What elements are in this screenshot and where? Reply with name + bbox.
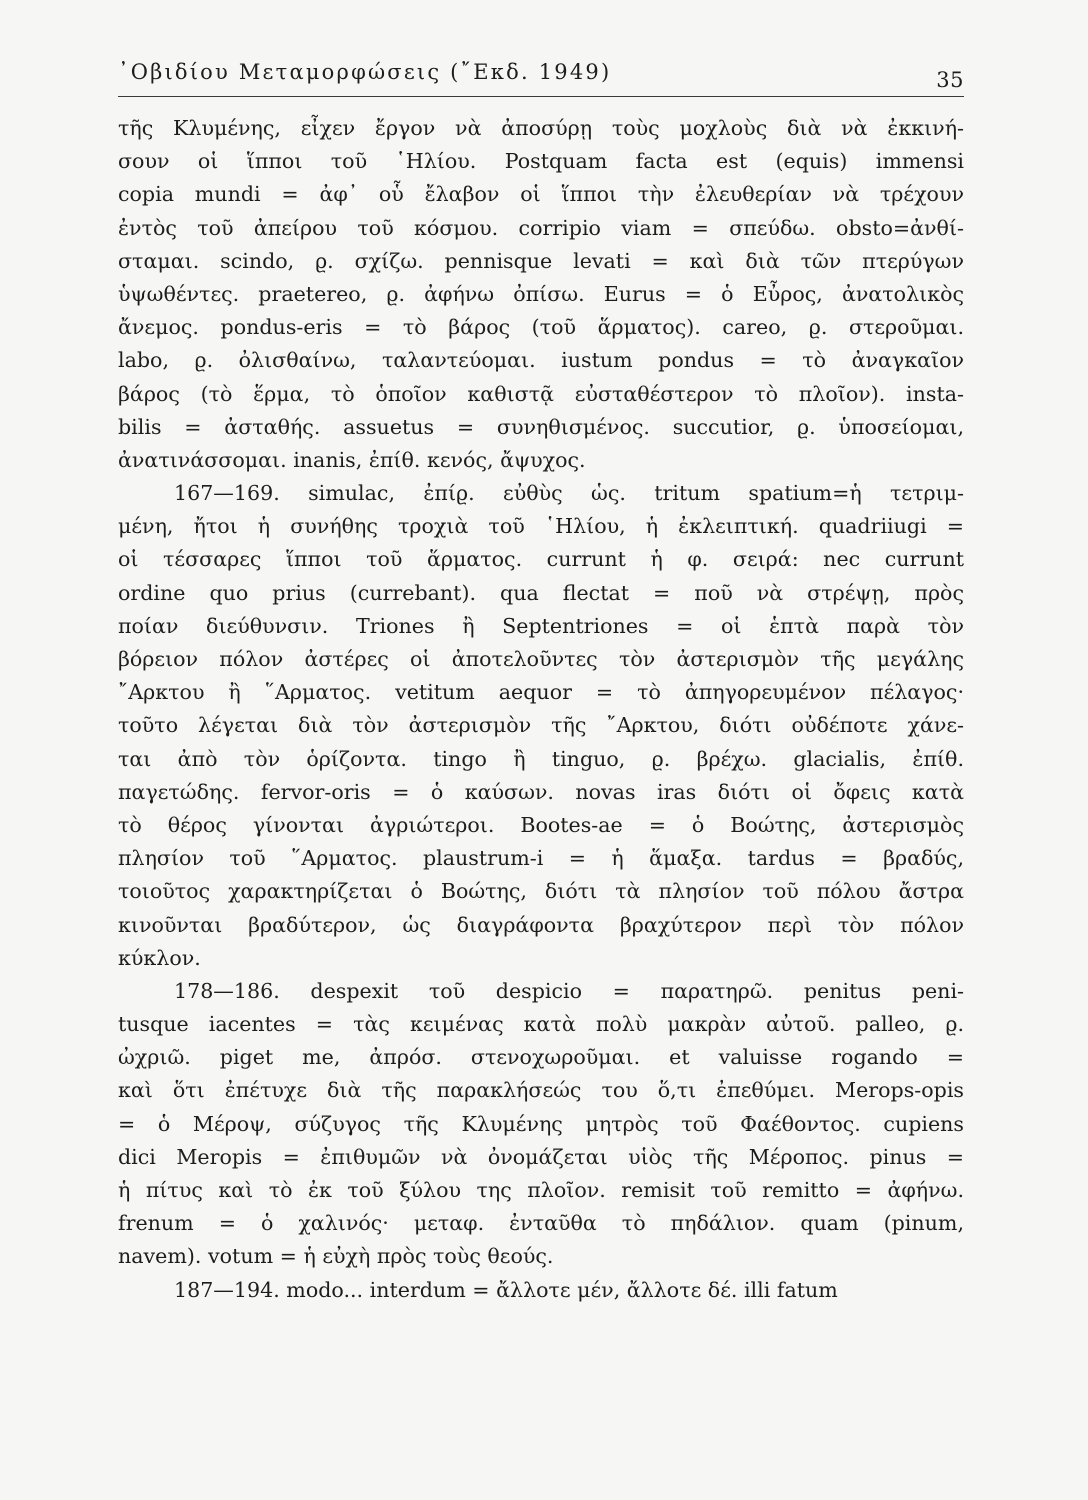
text-line: τοιοῦτος χαρακτηρίζεται ὁ Βοώτης, διότι τὰ πλησίον τοῦ πόλου ἄστρα [118,879,964,904]
text-line: τῆς Κλυμένης, εἶχεν ἔργον νὰ ἀποσύρῃ τοὺς μοχλοὺς διὰ νὰ ἐκκινή- [118,116,964,140]
text-line: πλησίον τοῦ ῞Αρματος. plaustrum-i = ἡ ἅμαξα. tardus = βραδύς, [118,846,964,871]
text-line: ὑψωθέντες. praetereo, ϱ. ἀφήνω ὀπίσω. Eurus = ὁ Εὖρος, ἀνατολικὸς [118,281,964,306]
text-line: 167—169. simulac, ἐπίϱ. εὐθὺς ὡς. tritum spatium=ἡ τετριμ- [174,481,964,506]
text-line: labo, ϱ. ὀλισθαίνω, ταλαντεύομαι. iustum pondus = τὸ ἀναγκαῖον [118,348,964,373]
text-line: tusque iacentes = τὰς κειμένας κατὰ πολὺ μακρὰν αὐτοῦ. palleo, ϱ. [118,1012,964,1037]
text-line: ὠχριῶ. piget me, ἀπρόσ. στενοχωροῦμαι. et valuisse rogando = [118,1045,964,1070]
text-line: οἱ τέσσαρες ἵπποι τοῦ ἅρματος. currunt ἡ φ. σειρά: nec currunt [118,547,964,572]
text-line: μένη, ἤτοι ἡ συνήθης τροχιὰ τοῦ ῾Ηλίου, ἡ ἐκλειπτική. quadriiugi = [118,514,964,539]
text-line: καὶ ὅτι ἐπέτυχε διὰ τῆς παρακλήσεώς του ὅ,τι ἐπεθύμει. Merops-opis [118,1078,964,1103]
text-line: ποίαν διεύθυνσιν. Triones ἢ Septentriones = οἱ ἑπτὰ παρὰ τὸν [118,613,964,638]
text-line: ῎Αρκτου ἢ ῞Αρματος. vetitum aequor = τὸ ἀπηγορευμένον πέλαγος· [118,680,964,705]
page-number: 35 [936,68,964,92]
text-line: παγετώδης. fervor-oris = ὁ καύσων. novas iras διότι οἱ ὄφεις κατὰ [118,779,964,804]
text-line: τοῦτο λέγεται διὰ τὸν ἀστερισμὸν τῆς ῎Αρκτου, διότι οὐδέποτε χάνε- [118,713,964,738]
text-line: σταμαι. scindo, ϱ. σχίζω. pennisque levati = καὶ διὰ τῶν πτερύγων [118,248,964,273]
text-line: τὸ θέρος γίνονται ἀγριώτεροι. Bootes-ae = ὁ Βοώτης, ἀστερισμὸς [118,812,964,837]
text-line: ἡ πίτυς καὶ τὸ ἐκ τοῦ ξύλου της πλοῖον. remisit τοῦ remitto = ἀφήνω. [118,1178,964,1202]
text-line: κινοῦνται βραδύτερον, ὡς διαγράφοντα βραχύτερον περὶ τὸν πόλον [118,912,964,937]
text-line: βόρειον πόλον ἀστέρες οἱ ἀποτελοῦντες τὸν ἀστερισμὸν τῆς μεγάλης [118,647,964,671]
text-line: bilis = ἀσταθής. assuetus = συνηθισμένος. succutior, ϱ. ὑποσείομαι, [118,414,964,439]
text-line: βάρος (τὸ ἕρμα, τὸ ὁποῖον καθιστᾷ εὐσταθέστερον τὸ πλοῖον). insta- [118,381,964,406]
text-line: frenum = ὁ χαλινός· μεταφ. ἐνταῦθα τὸ πηδάλιον. quam (pinum, [118,1211,964,1236]
text-line: ordine quo prius (currebant). qua flectat = ποῦ νὰ στρέψῃ, πρὸς [118,580,964,605]
header-rule [118,96,964,97]
text-line: = ὁ Μέροψ, σύζυγος τῆς Κλυμένης μητρὸς τοῦ Φαέθοντος. cupiens [118,1111,964,1136]
text-line: ἐντὸς τοῦ ἀπείρου τοῦ κόσμου. corripio viam = σπεύδω. obsto=ἀνθί- [118,215,964,240]
text-line: κύκλον. [118,945,201,970]
commentary-text [118,112,964,1307]
text-line: ἀνατινάσσομαι. inanis, ἐπίθ. κενός, ἄψυχος. [118,447,586,472]
running-title: ᾿Οβιδίου Μεταμορφώσεις (῎Εκδ. 1949) [118,60,612,84]
text-line: dici Meropis = ἐπιθυμῶν νὰ ὀνομάζεται υἱὸς τῆς Μέροπος. pinus = [118,1144,964,1169]
text-line: navem). votum = ἡ εὐχὴ πρὸς τοὺς θεούς. [118,1244,554,1269]
text-line: 187—194. modo... interdum = ἄλλοτε μέν, ἄλλοτε δέ. illi fatum [174,1277,838,1302]
text-line: 178—186. despexit τοῦ despicio = παρατηρῶ. penitus peni- [174,978,964,1003]
text-line: ἄνεμος. pondus-eris = τὸ βάρος (τοῦ ἅρματος). careo, ϱ. στεροῦμαι. [118,315,964,340]
text-line: copia mundi = ἀφ᾿ οὗ ἔλαβον οἱ ἵπποι τὴν ἐλευθερίαν νὰ τρέχουν [118,182,964,207]
page-header [118,60,964,90]
text-line: ται ἀπὸ τὸν ὁρίζοντα. tingo ἢ tinguo, ϱ. βρέχω. glacialis, ἐπίθ. [118,746,964,771]
text-line: σουν οἱ ἵπποι τοῦ ῾Ηλίου. Postquam facta est (equis) immensi [118,149,964,174]
